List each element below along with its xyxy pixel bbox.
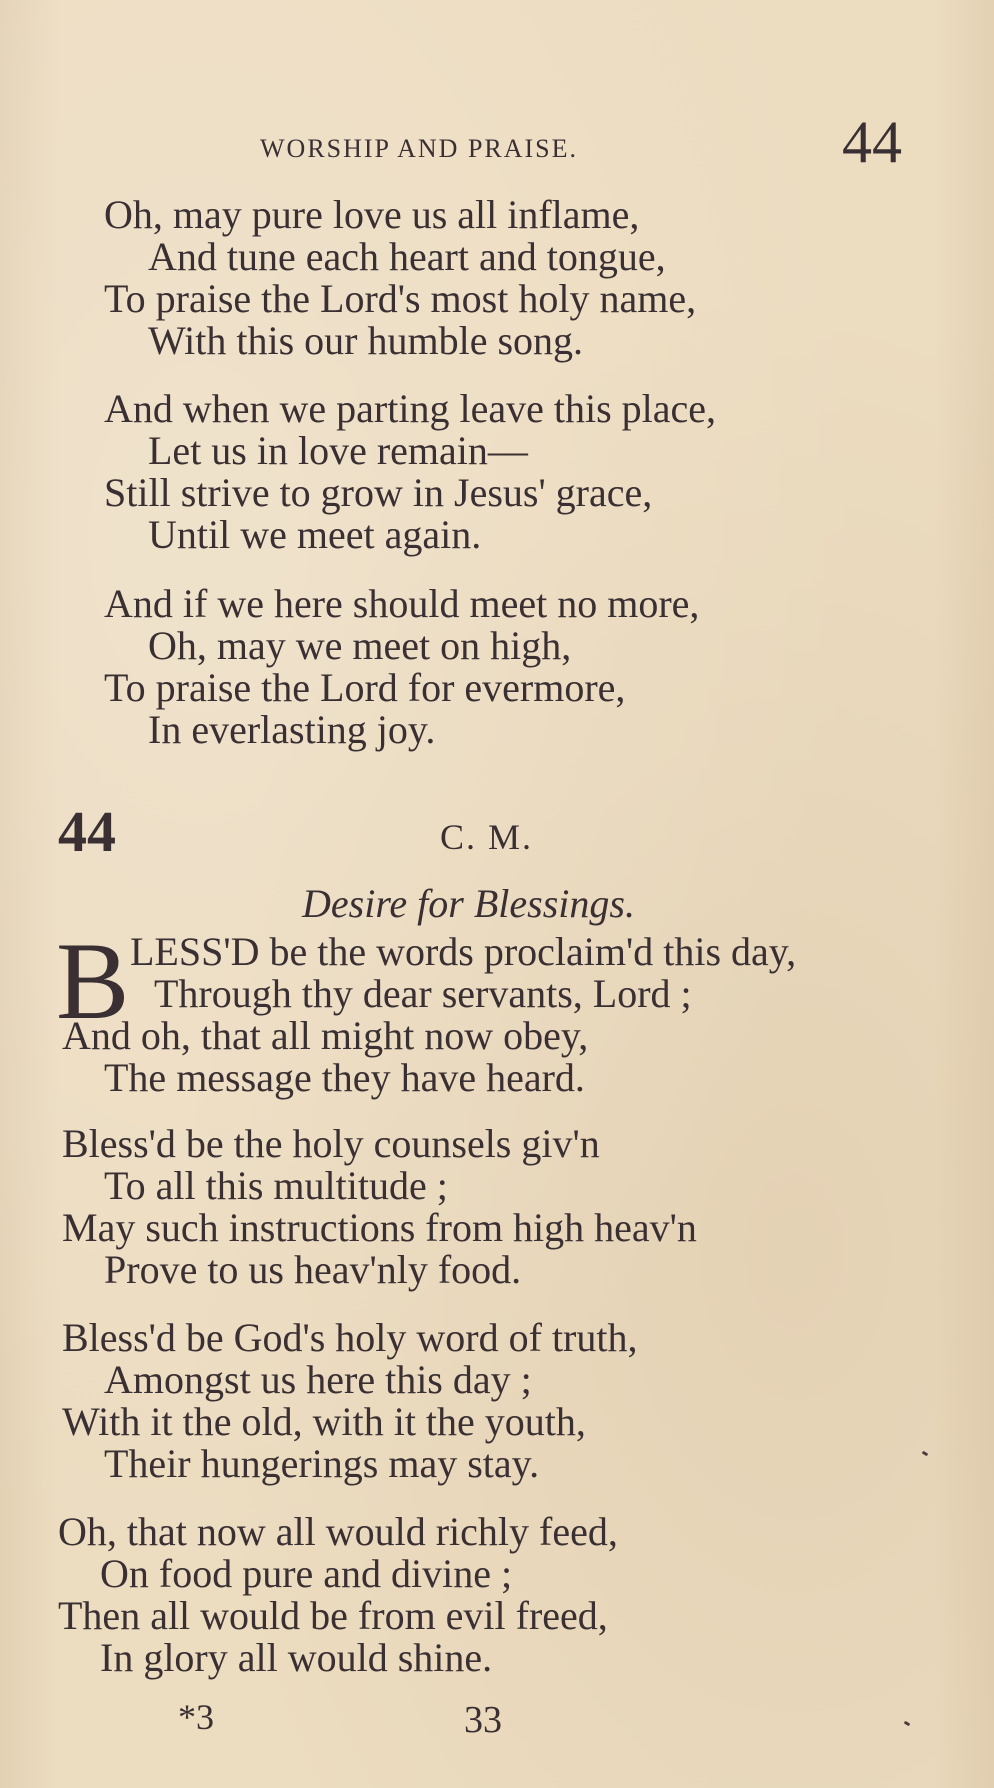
verse-line: In everlasting joy.	[148, 707, 436, 752]
verse-line: And when we parting leave this place,	[104, 386, 717, 431]
drop-cap: B	[56, 920, 130, 1042]
verse-line: With this our humble song.	[148, 318, 584, 363]
verse-line: Oh, may we meet on high,	[148, 623, 572, 668]
running-head: WORSHIP AND PRAISE.	[260, 134, 579, 163]
header-hymn-number: 44	[842, 109, 902, 175]
ink-speck	[904, 1721, 911, 1727]
verse-line: Then all would be from evil freed,	[58, 1593, 608, 1638]
verse-line: Their hungerings may stay.	[104, 1441, 540, 1486]
verse-line: Bless'd be the holy counsels giv'n	[62, 1121, 600, 1166]
verse-line: Prove to us heav'nly food.	[104, 1247, 522, 1292]
verse-line: Oh, that now all would richly feed,	[58, 1509, 618, 1554]
hymn-title: Desire for Blessings.	[302, 881, 635, 926]
verse-line: To praise the Lord for evermore,	[104, 665, 626, 710]
hymn-meter: C. M.	[440, 817, 534, 857]
ink-speck	[922, 1451, 929, 1457]
verse-line: Still strive to grow in Jesus' grace,	[104, 470, 653, 515]
verse-line: To praise the Lord's most holy name,	[104, 276, 697, 321]
verse-line: With it the old, with it the youth,	[62, 1399, 586, 1444]
verse-line: On food pure and divine ;	[100, 1551, 513, 1596]
verse-line: Bless'd be God's holy word of truth,	[62, 1315, 638, 1360]
verse-line: In glory all would shine.	[100, 1635, 493, 1680]
page-number: 33	[464, 1699, 502, 1741]
signature-mark: *3	[178, 1697, 214, 1737]
verse-line: Amongst us here this day ;	[104, 1357, 532, 1402]
verse-line: LESS'D be the words proclaim'd this day,	[130, 929, 797, 974]
verse-line: May such instructions from high heav'n	[62, 1205, 697, 1250]
verse-line: And oh, that all might now obey,	[62, 1013, 589, 1058]
verse-line: To all this multitude ;	[104, 1163, 448, 1208]
verse-line: Oh, may pure love us all inflame,	[104, 192, 640, 237]
hymn-number: 44	[58, 799, 116, 864]
verse-line: The message they have heard.	[104, 1055, 585, 1100]
verse-line: And tune each heart and tongue,	[148, 234, 666, 279]
verse-line: Through thy dear servants, Lord ;	[154, 971, 692, 1016]
verse-line: And if we here should meet no more,	[104, 581, 700, 626]
verse-line: Let us in love remain—	[148, 428, 528, 473]
verse-line: Until we meet again.	[148, 512, 482, 557]
